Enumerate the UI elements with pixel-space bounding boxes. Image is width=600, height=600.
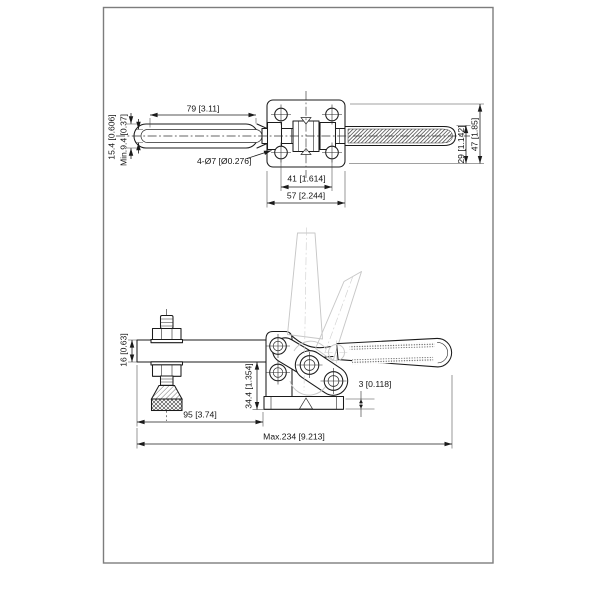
sheet-border [104, 8, 494, 564]
dim-handle-width: 15.4 [0.606] [106, 114, 117, 160]
dim-pad-gap: 3 [0.118] [358, 379, 392, 389]
spindle-nut-bottom [153, 365, 182, 377]
dim-rod-height: 29 [1.142] [456, 125, 466, 164]
dim-overall-height: 47 [1.85] [469, 117, 480, 152]
dim-handle-length: 79 [3.11] [186, 103, 220, 114]
dim-bar-height: 16 [0.63] [118, 333, 129, 367]
dim-hole-spacing: 41 [1.614] [287, 173, 326, 184]
dim-base-to-bar: 34.4 [1.354] [243, 363, 254, 409]
dim-base-width: 57 [2.244] [286, 190, 326, 201]
clamp-arm [137, 340, 268, 362]
rubber-tip-pad [152, 399, 183, 411]
dim-bar-reach: 95 [3.74] [183, 409, 217, 420]
dim-slot-min-width: Min.9.4 [0.37] [118, 113, 129, 167]
spindle-nut-top [153, 329, 182, 341]
dim-overall-length: Max.234 [9.213] [263, 431, 325, 442]
hole-callout: 4-Ø7 [Ø0.276] [197, 156, 252, 166]
spindle [151, 316, 183, 411]
